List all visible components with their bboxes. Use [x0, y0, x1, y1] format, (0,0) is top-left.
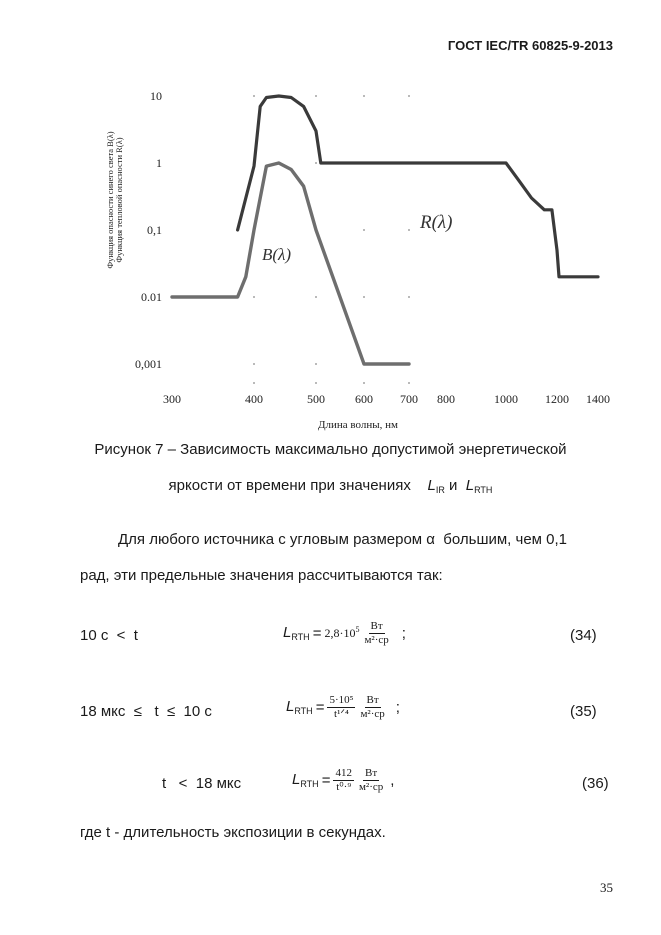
footnote: где t - длительность экспозиции в секундах. [80, 824, 386, 841]
y-axis-label-line: Функция тепловой опасности R(λ) [114, 137, 124, 263]
grid-dot [363, 95, 365, 97]
y-tick-label: 0,1 [147, 223, 162, 237]
x-tick-label: 1000 [494, 392, 518, 406]
figure-caption-line2: яркости от времени при значениях $L_{IR}$ и $L_{RTH}$ [168, 477, 493, 495]
grid-dot [315, 382, 317, 384]
x-axis-label: Длина волны, нм [318, 419, 398, 431]
grid-dot [408, 95, 410, 97]
y-axis-label-line: Функция опасности синего света B(λ) [105, 131, 115, 269]
eq35-condition: 18 мкс ≤ t ≤ 10 с [80, 703, 212, 720]
eq34-formula: $L_{RTH}$ = $2,8\cdot 10^5$ $\frac{Вт}{\text{м²·ср}}$ ; [283, 620, 406, 646]
grid-dot [315, 95, 317, 97]
eq34-number: (34) [570, 627, 597, 644]
y-tick-label: 1 [156, 156, 162, 170]
hazard-function-chart [0, 70, 661, 440]
y-tick-label: 10 [150, 89, 162, 103]
grid-dot [408, 296, 410, 298]
grid-dot [315, 363, 317, 365]
x-tick-label: 500 [307, 392, 325, 406]
grid-dot [315, 296, 317, 298]
series-label-b: B(λ) [262, 245, 292, 264]
standard-header: ГОСТ IEC/TR 60825-9-2013 [447, 38, 613, 53]
grid-dot [253, 382, 255, 384]
grid-dot [363, 382, 365, 384]
figure-caption-line1: Рисунок 7 – Зависимость максимально допустимой энергетической [94, 441, 567, 458]
grid-dots [253, 95, 410, 384]
eq35-formula: $L_{RTH}$ = $\frac{\text{5·10⁵}}{\text{t¹ᐟ⁴}}$ $\frac{Вт}{\text{м²·ср}}$ ; [286, 694, 400, 720]
y-tick-label: 0,001 [135, 357, 162, 371]
grid-dot [408, 229, 410, 231]
series-line-r [238, 96, 598, 277]
grid-dot [315, 162, 317, 164]
x-tick-label: 1200 [545, 392, 569, 406]
x-tick-label: 800 [437, 392, 455, 406]
grid-dot [363, 296, 365, 298]
grid-dot [408, 382, 410, 384]
eq34-condition: 10 с < t [80, 627, 138, 644]
y-tick-label: 0.01 [141, 290, 162, 304]
grid-dot [253, 296, 255, 298]
paragraph-line1: Для любого источника с угловым размером α большим, чем 0,1 [118, 531, 568, 548]
x-tick-label: 700 [400, 392, 418, 406]
grid-dot [363, 229, 365, 231]
x-tick-labels [163, 392, 610, 406]
y-tick-labels [135, 89, 162, 371]
eq36-number: (36) [582, 775, 609, 792]
page-number: 35 [600, 880, 613, 895]
grid-dot [253, 95, 255, 97]
y-axis-label [105, 131, 124, 268]
x-tick-label: 600 [355, 392, 373, 406]
eq35-number: (35) [570, 703, 597, 720]
x-tick-label: 1400 [586, 392, 610, 406]
series-label-r: R(λ) [420, 212, 453, 233]
x-tick-label: 400 [245, 392, 263, 406]
eq36-formula: $L_{RTH}$ = $\frac{412}{\text{t⁰·⁹}}$ $\frac{Вт}{\text{м²·ср}}$ , [292, 767, 395, 793]
grid-dot [253, 363, 255, 365]
paragraph-line2: рад, эти предельные значения рассчитываются так: [80, 567, 443, 584]
eq36-condition: t < 18 мкс [162, 775, 242, 792]
x-tick-label: 300 [163, 392, 181, 406]
